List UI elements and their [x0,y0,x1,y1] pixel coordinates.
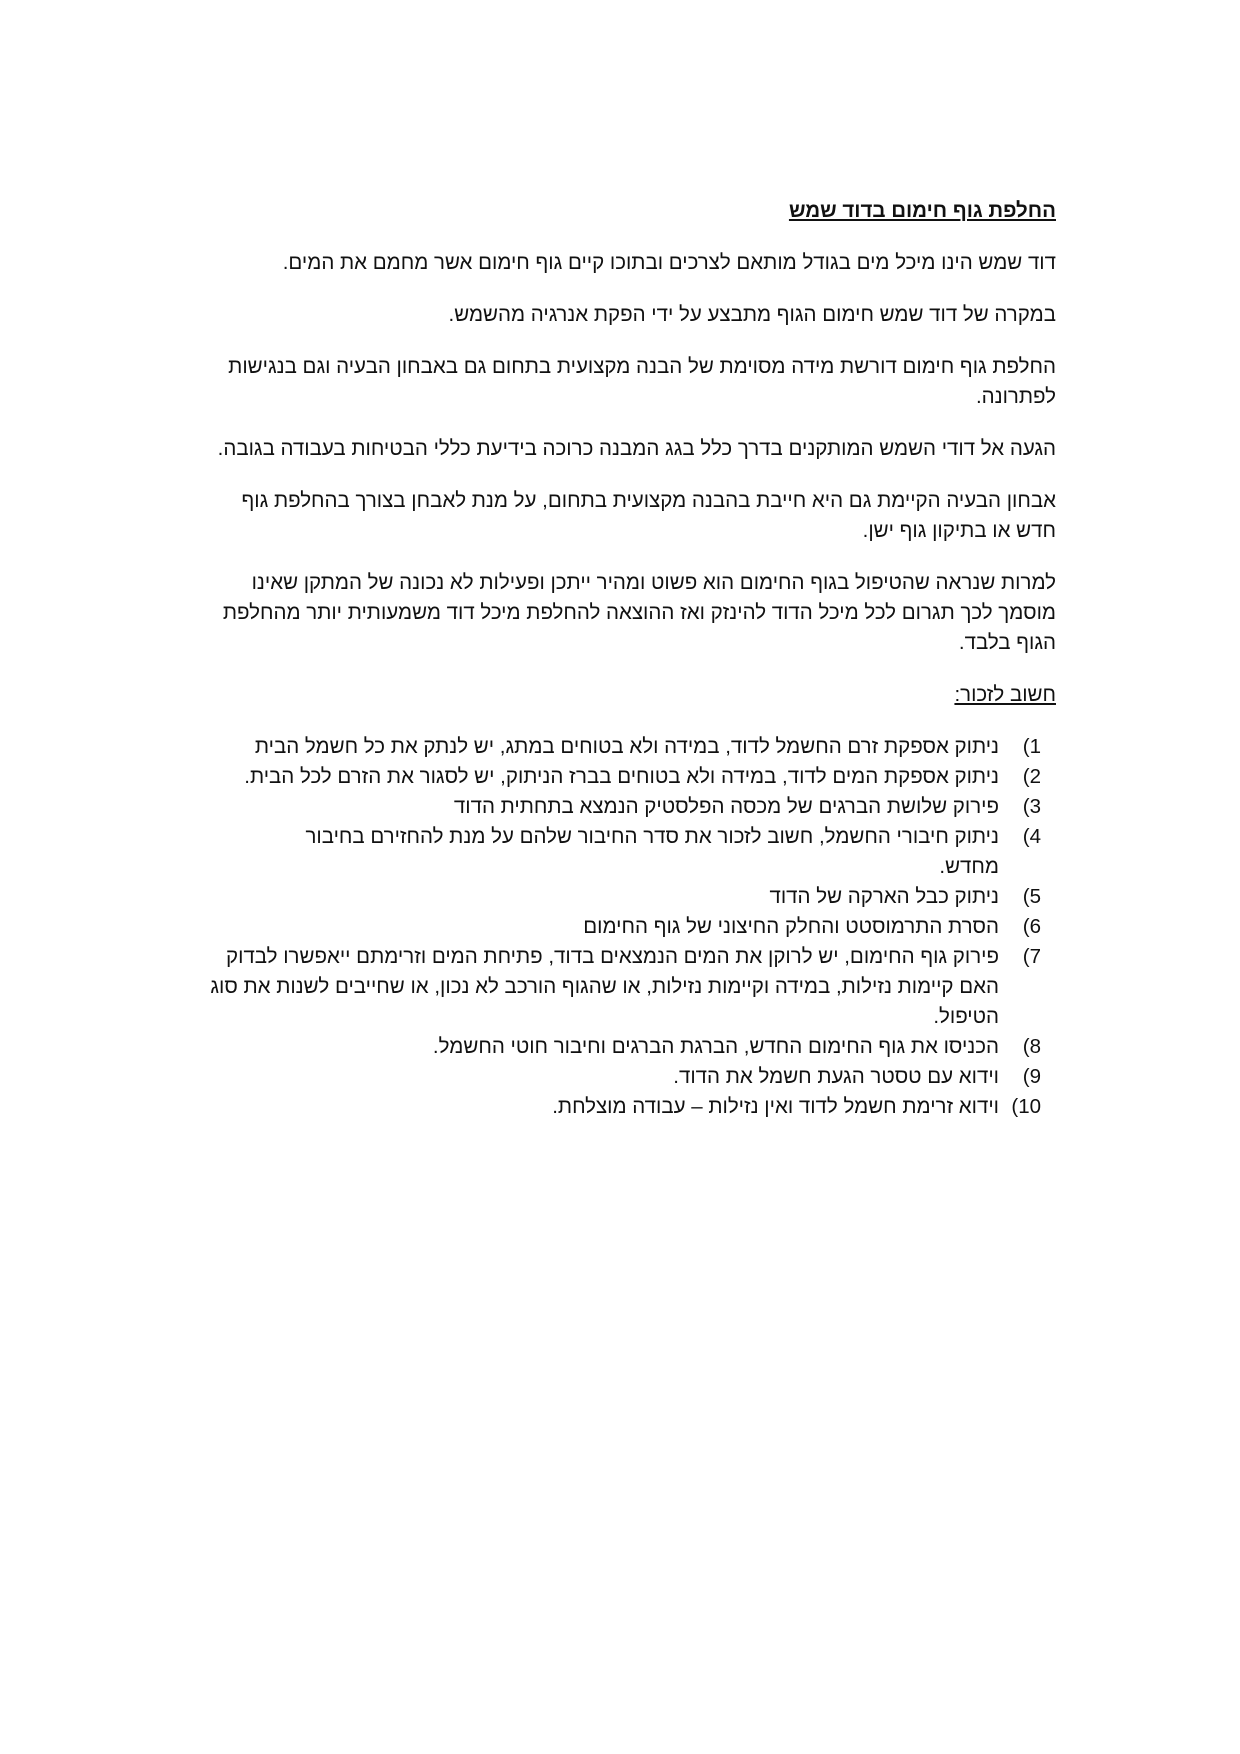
step-text: וידוא עם טסטר הגעת חשמל את הדוד. [673,1065,999,1088]
list-item [190,942,1056,1032]
step-number: 6) [1022,915,1041,938]
step-text: ניתוק חיבורי החשמל, חשוב לזכור את סדר החיבור שלהם על מנת להחזירם בחיבור מחדש. [305,825,999,878]
step-number: 9) [1022,1065,1041,1088]
paragraph-safety: הגעה אל דודי השמש המותקנים בדרך כלל בגג המבנה כרוכה בידיעת כללי הבטיחות בעבודה בגובה. [217,437,1056,460]
document-page [190,196,1056,1122]
paragraph-expertise: החלפת גוף חימום דורשת מידה מסוימת של הבנה מקצועית בתחום גם באבחון הבעיה וגם בנגישות לפתרונה. [228,355,1056,408]
step-number: 3) [1022,795,1041,818]
step-text: ניתוק אספקת המים לדוד, במידה ולא בטוחים בברז הניתוק, יש לסגור את הזרם לכל הבית. [244,765,999,788]
list-item [190,822,1056,882]
paragraph-intro: דוד שמש הינו מיכל מים בגודל מותאם לצרכים ובתוכו קיים גוף חימום אשר מחמם את המים. [282,251,1056,274]
step-text: הכניסו את גוף החימום החדש, הברגת הברגים וחיבור חוטי החשמל. [432,1035,999,1058]
step-number: 2) [1022,765,1041,788]
important-heading: חשוב לזכור: [954,683,1056,706]
step-number: 1) [1022,735,1041,758]
paragraph-solar-heating: במקרה של דוד שמש חימום הגוף מתבצע על ידי הפקת אנרגיה מהשמש. [448,303,1056,326]
list-item [190,912,1056,942]
step-text: פירוק גוף החימום, יש לרוקן את המים הנמצאים בדוד, פתיחת המים וזרימתם ייאפשרו לבדוק האם קיימות נזילות, במידה וקיימות נזילות, או שהגוף הורכב לא נכון, או שחייבים לשנות את סוג הטיפול. [210,945,999,1028]
step-text: פירוק שלושת הברגים של מכסה הפלסטיק הנמצא בתחתית הדוד [453,795,999,818]
step-number: 10) [1011,1095,1041,1118]
paragraph-diagnosis: אבחון הבעיה הקיימת גם היא חייבת בהבנה מקצועית בתחום, על מנת לאבחן בצורך בהחלפת גוף חדש או בתיקון גוף ישן. [241,489,1056,542]
list-item [190,1092,1056,1122]
document-title: החלפת גוף חימום בדוד שמש [788,199,1056,222]
step-number: 4) [1022,825,1041,848]
step-text: הסרת התרמוסטט והחלק החיצוני של גוף החימום [583,915,999,938]
list-item [190,732,1056,762]
list-item [190,792,1056,822]
list-item [190,882,1056,912]
list-item [190,1032,1056,1062]
step-text: ניתוק כבל הארקה של הדוד [769,885,999,908]
step-text: ניתוק אספקת זרם החשמל לדוד, במידה ולא בטוחים במתג, יש לנתק את כל חשמל הבית [254,735,999,758]
step-number: 5) [1022,885,1041,908]
list-item [190,762,1056,792]
list-item [190,1062,1056,1092]
step-number: 8) [1022,1035,1041,1058]
step-number: 7) [1022,945,1041,968]
paragraph-warning: למרות שנראה שהטיפול בגוף החימום הוא פשוט ומהיר ייתכן ופעילות לא נכונה של המתקן שאינו מוסמך לכך תגרום לכל מיכל הדוד להינזק ואז ההוצאה להחלפת מיכל דוד משמעותית יותר מהחלפת הגוף בלבד. [222,571,1056,654]
step-text: וידוא זרימת חשמל לדוד ואין נזילות – עבודה מוצלחת. [552,1095,999,1118]
steps-list [190,732,1056,1122]
